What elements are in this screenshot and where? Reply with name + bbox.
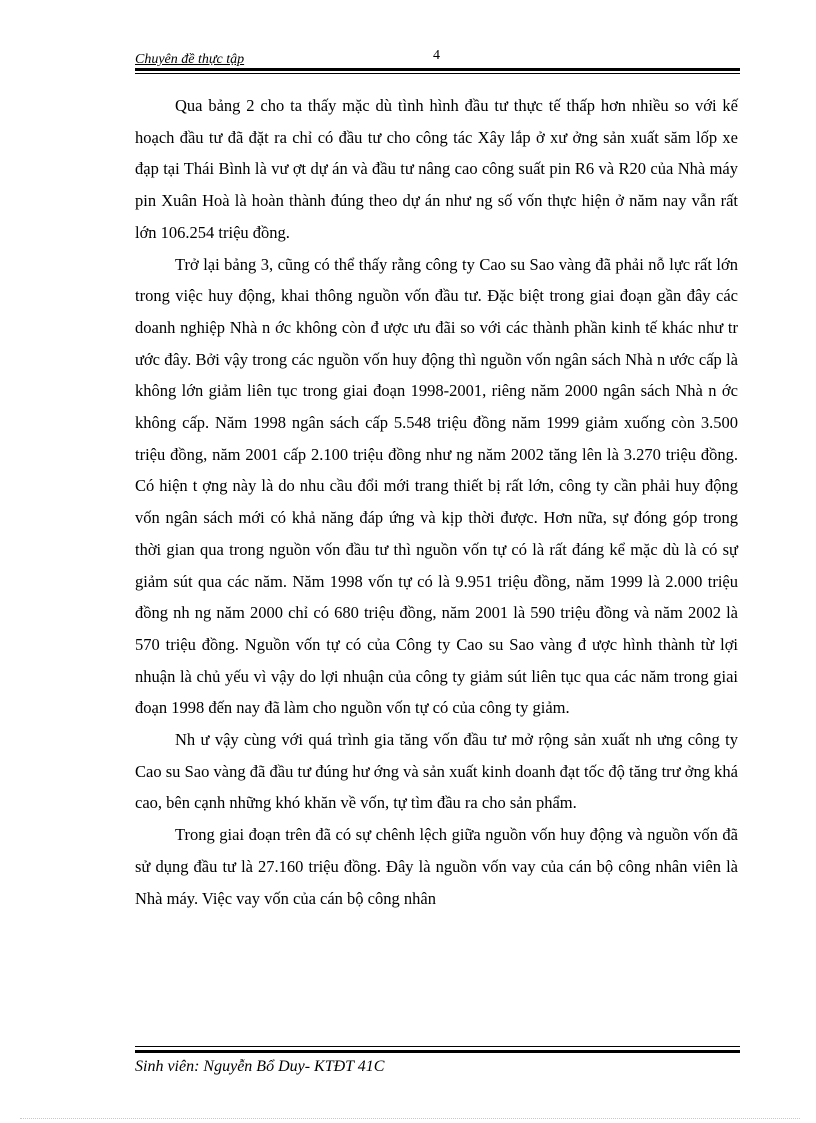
page-edge-dots [20, 1118, 800, 1119]
page-number: 4 [433, 48, 440, 63]
paragraph: Nh ư vậy cùng với quá trình gia tăng vốn đầu tư mở rộng sản xuất nh ưng công ty Cao su Sao vàng đã đầu tư đúng hư ớng và sản xuất kinh doanh đạt tốc độ tăng trư ởng khá cao, bên cạnh những khó khăn về vốn, tự tìm đầu ra cho sản phẩm. [135, 730, 738, 813]
paragraph: Qua bảng 2 cho ta thấy mặc dù tình hình đầu tư thực tế thấp hơn nhiều so với kế hoạch đầu tư đã đặt ra chỉ có đầu tư cho công tác Xây lắp ở xư ởng sản xuất săm lốp xe đạp tại Thái Bình là vư ợt dự án và đầu tư nâng cao công suất pin R6 và R20 của Nhà máy pin Xuân Hoà là hoàn thành đúng theo dự án như ng số vốn thực hiện ở năm nay vẫn rất lớn 106.254 triệu đồng. [135, 96, 738, 242]
footer-text: Sinh viên: Nguyễn Bổ Duy- KTĐT 41C [135, 1058, 385, 1075]
paragraph: Trở lại bảng 3, cũng có thể thấy rằng công ty Cao su Sao vàng đã phải nỗ lực rất lớn trong việc huy động, khai thông nguồn vốn đầu tư. Đặc biệt trong giai đoạn gần đây các doanh nghiệp Nhà n ớc không còn đ ược ưu đãi so với các thành phần kinh tế khác như tr ước đây. Bởi vậy trong các nguồn vốn huy động thì nguồn vốn ngân sách Nhà n ước cấp là không lớn giảm liên tục trong giai đoạn 1998-2001, riêng năm 2000 ngân sách Nhà n ớc không cấp. Năm 1998 ngân sách cấp 5.548 triệu đồng năm 1999 giảm xuống còn 3.500 triệu đồng, năm 2001 cấp 2.100 triệu đồng như ng năm 2002 tăng lên là 3.270 triệu đồng. Có hiện t ợng này là do nhu cầu đổi mới trang thiết bị rất lớn, công ty cần phải huy động vốn ngân sách mới có khả năng đáp ứng và kịp thời được. Hơn nữa, sự đóng góp trong thời gian qua trong nguồn vốn đầu tư thì nguồn vốn tự có là rất đáng kể mặc dù là có sự giảm sút qua các năm. Năm 1998 vốn tự có là 9.951 triệu đồng, năm 1999 là 2.000 triệu đồng nh ng năm 2000 chỉ có 680 triệu đồng, năm 2001 là 590 triệu đồng và năm 2002 là 570 triệu đồng. Nguồn vốn tự có của Công ty Cao su Sao vàng đ ược hình thành từ lợi nhuận là chủ yếu vì vậy do lợi nhuận của công ty giảm sút liên tục qua các năm trong giai đoạn 1998 đến nay đã làm cho nguồn vốn tự có của công ty giảm. [135, 254, 738, 718]
paragraph: Trong giai đoạn trên đã có sự chênh lệch giữa nguồn vốn huy động và nguồn vốn đã sử dụng đầu tư là 27.160 triệu đồng. Đây là nguồn vốn vay của cán bộ công nhân viên là Nhà máy. Việc vay vốn của cán bộ công nhân [135, 825, 738, 908]
body-text [135, 90, 738, 914]
footer-rule-thin [135, 1046, 740, 1047]
footer-rule [135, 1050, 740, 1053]
header-rule-thin [135, 73, 740, 74]
header-rule [135, 68, 740, 71]
header-title: Chuyên đề thực tập [135, 52, 245, 67]
